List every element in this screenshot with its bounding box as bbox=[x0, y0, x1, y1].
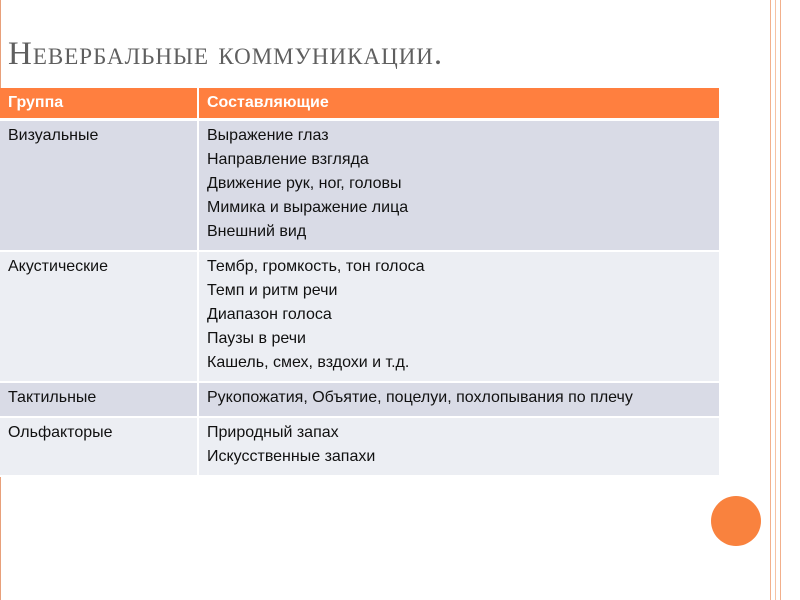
list-item: Мимика и выражение лица bbox=[207, 199, 409, 216]
list-item: Диапазон голоса bbox=[207, 306, 332, 323]
row-items-cell bbox=[198, 417, 719, 476]
list-item: Выражение глаз bbox=[207, 127, 329, 144]
list-item: Природный запах bbox=[207, 424, 339, 441]
table-row bbox=[0, 251, 719, 382]
table-header-row bbox=[0, 88, 719, 120]
frame-line-right bbox=[780, 0, 781, 600]
list-item: Направление взгляда bbox=[207, 151, 369, 168]
header-components: Составляющие bbox=[198, 88, 719, 120]
list-item: Рукопожатия, Объятие, поцелуи, похлопывания по плечу bbox=[207, 389, 633, 406]
list-item: Темп и ритм речи bbox=[207, 282, 338, 299]
row-group-cell: Тактильные bbox=[0, 382, 198, 417]
list-item: Паузы в речи bbox=[207, 330, 306, 347]
slide-title: Невербальные коммуникации. bbox=[8, 36, 444, 72]
nonverbal-table bbox=[0, 88, 719, 477]
frame-line-right bbox=[775, 0, 776, 600]
table-row bbox=[0, 417, 719, 476]
list-item: Движение рук, ног, головы bbox=[207, 175, 402, 192]
list-item: Кашель, смех, вздохи и т.д. bbox=[207, 354, 410, 371]
table-row bbox=[0, 382, 719, 417]
header-group: Группа bbox=[0, 88, 198, 120]
row-items-cell bbox=[198, 382, 719, 417]
row-group-cell: Ольфакторые bbox=[0, 417, 198, 476]
decorative-circle bbox=[711, 496, 761, 546]
table-row bbox=[0, 120, 719, 252]
row-items-cell bbox=[198, 120, 719, 252]
frame-line-right bbox=[770, 0, 771, 600]
list-item: Внешний вид bbox=[207, 223, 307, 240]
list-item: Искусственные запахи bbox=[207, 448, 376, 465]
list-item: Тембр, громкость, тон голоса bbox=[207, 258, 425, 275]
row-items-cell bbox=[198, 251, 719, 382]
row-group-cell: Визуальные bbox=[0, 120, 198, 252]
row-group-cell: Акустические bbox=[0, 251, 198, 382]
